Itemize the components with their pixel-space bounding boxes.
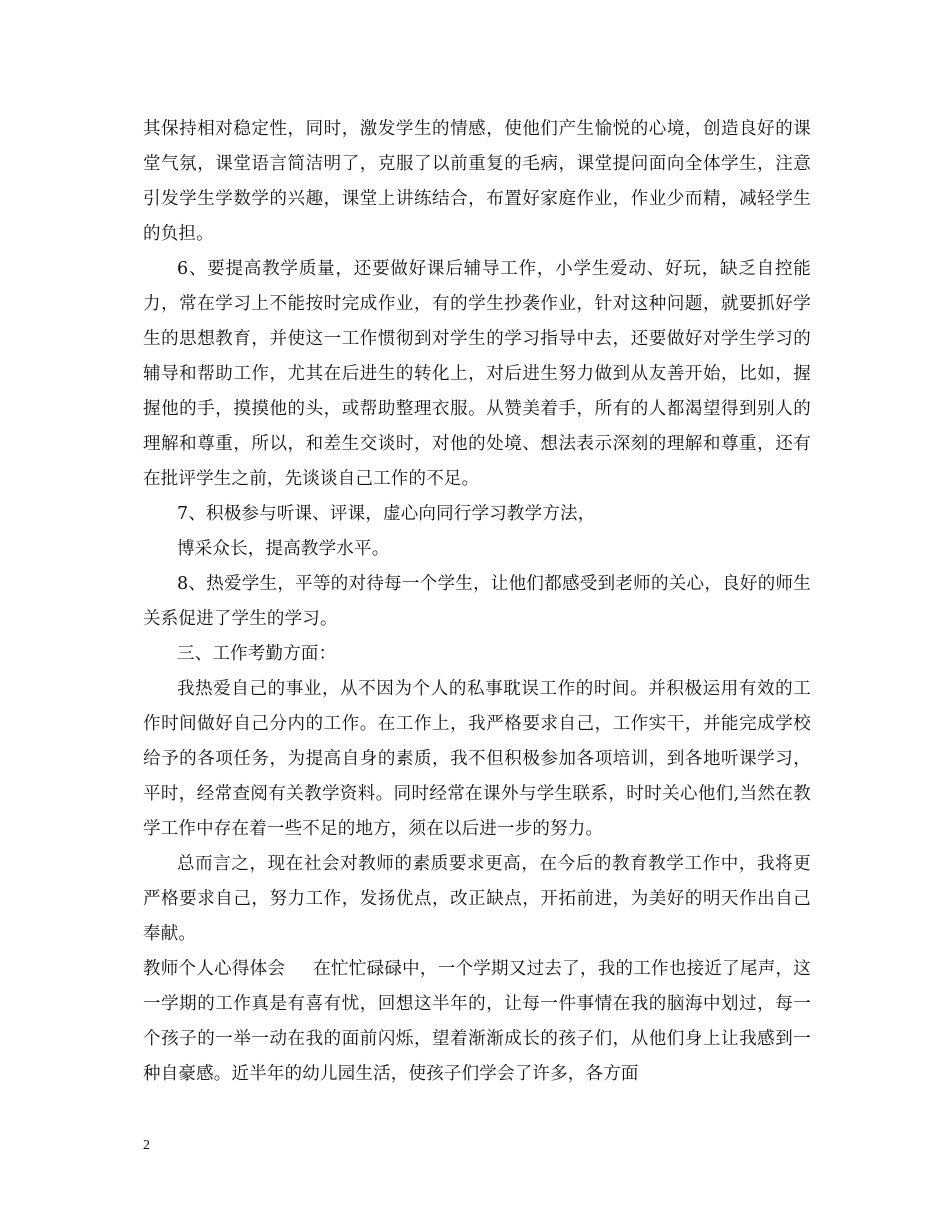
- paragraph-item-8: 8、热爱学生，平等的对待每一个学生，让他们都感受到老师的关心，良好的师生关系促进了学生的学习。: [143, 574, 811, 629]
- document-body: [143, 112, 811, 1092]
- final-section-body: 在忙忙碌碌中，一个学期又过去了，我的工作也接近了尾声，这一学期的工作真是有喜有忧，回想这半年的，让每一件事情在我的脑海中划过，每一个孩子的一举一动在我的面前闪烁，望着渐渐成长的孩子们，从他们身上让我感到一种自豪感。近半年的幼儿园生活，使孩子们学会了许多，各方面: [143, 959, 811, 1084]
- final-section-title: 教师个人心得体会: [143, 959, 286, 979]
- paragraph: 其保持相对稳定性，同时，激发学生的情感，使他们产生愉悦的心境，创造良好的课堂气氛，课堂语言简洁明了，克服了以前重复的毛病，课堂提问面向全体学生，注意引发学生学数学的兴趣，课堂上讲练结合，布置好家庭作业，作业少而精，减轻学生的负担。: [143, 119, 811, 244]
- paragraph-attendance: 我热爱自己的事业，从不因为个人的私事耽误工作的时间。并积极运用有效的工作时间做好自己分内的工作。在工作上，我严格要求自己，工作实干，并能完成学校给予的各项任务，为提高自身的素质，我不但积极参加各项培训，到各地听课学习，平时，经常查阅有关教学资料。同时经常在课外与学生联系，时时关心他们,当然在教学工作中存在着一些不足的地方，须在以后进一步的努力。: [143, 679, 811, 839]
- paragraph-item-7-continued: 博采众长，提高教学水平。: [177, 539, 390, 559]
- final-section: [143, 952, 811, 1092]
- section-heading-attendance: 三、工作考勤方面：: [177, 644, 337, 664]
- paragraph-item-6: 6、要提高教学质量，还要做好课后辅导工作，小学生爱动、好玩，缺乏自控能力，常在学习上不能按时完成作业，有的学生抄袭作业，针对这种问题，就要抓好学生的思想教育，并使这一工作惯彻到对学生的学习指导中去，还要做好对学生学习的辅导和帮助工作，尤其在后进生的转化上，对后进生努力做到从友善开始，比如，握握他的手，摸摸他的头，或帮助整理衣服。从赞美着手，所有的人都渴望得到别人的理解和尊重，所以，和差生交谈时，对他的处境、想法表示深刻的理解和尊重，还有在批评学生之前，先谈谈自己工作的不足。: [143, 259, 811, 489]
- page-number: 2: [143, 1138, 150, 1153]
- paragraph-item-7: 7、积极参与听课、评课，虚心向同行学习教学方法，: [177, 504, 596, 524]
- paragraph-conclusion: 总而言之，现在社会对教师的素质要求更高，在今后的教育教学工作中，我将更严格要求自己，努力工作，发扬优点，改正缺点，开拓前进，为美好的明天作出自己奉献。: [143, 854, 811, 944]
